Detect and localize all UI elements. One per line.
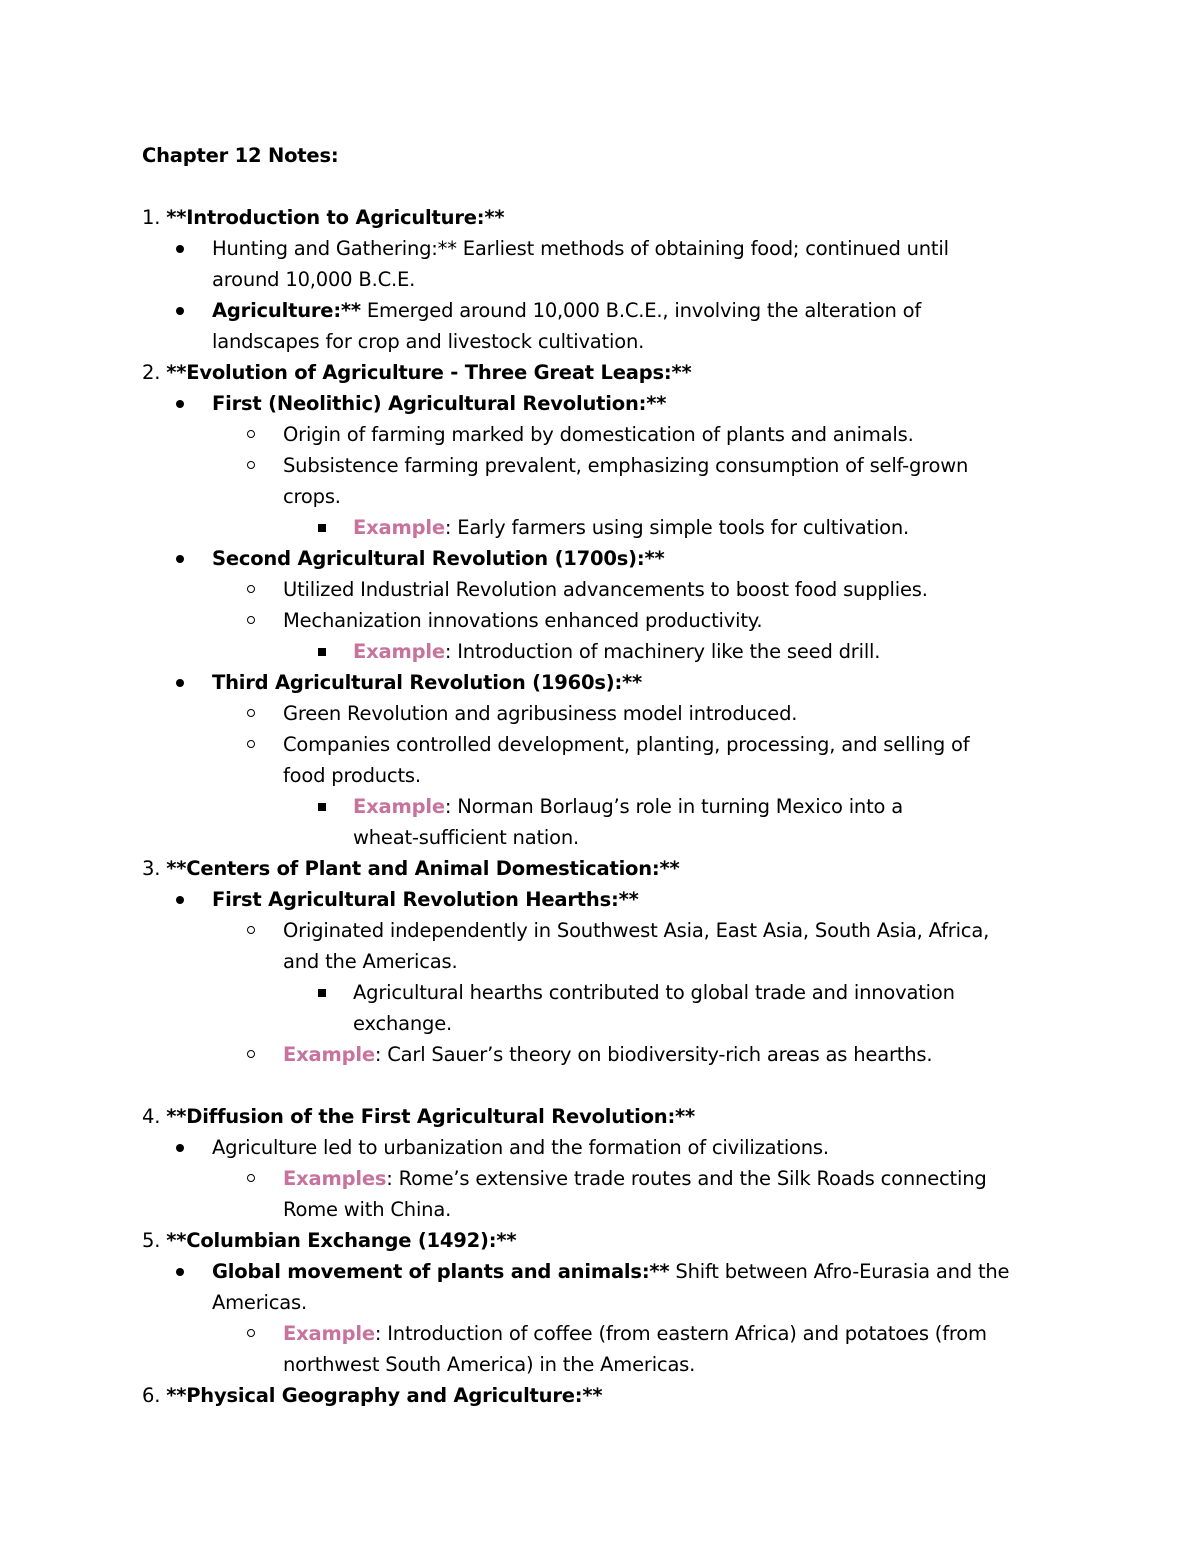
example-text: : Rome’s extensive trade routes and the Silk Roads connecting [386, 1167, 987, 1190]
example-label: Example [353, 640, 445, 663]
list-item-text: landscapes for crop and livestock cultivation. [212, 330, 645, 353]
term-label: Global movement of plants and animals:** [212, 1260, 670, 1283]
bullet-icon [176, 1144, 184, 1152]
bullet-icon [176, 555, 184, 563]
term-definition: Shift between Afro-Eurasia and the [669, 1260, 1010, 1283]
circle-bullet-icon [247, 461, 255, 469]
example-item [283, 1163, 987, 1194]
circle-bullet-icon [247, 1329, 255, 1337]
list-item-text: Companies controlled development, planting, processing, and selling of [283, 733, 970, 756]
list-item-text: Green Revolution and agribusiness model introduced. [283, 702, 798, 725]
list-item-text: Originated independently in Southwest Asia, East Asia, South Asia, Africa, [283, 919, 990, 942]
example-item [353, 512, 909, 543]
circle-bullet-icon [247, 430, 255, 438]
example-label: Example [283, 1043, 375, 1066]
circle-bullet-icon [247, 926, 255, 934]
section-number: 1. [142, 206, 161, 229]
list-item-text: Agricultural hearths contributed to global trade and innovation [353, 981, 955, 1004]
bullet-icon [176, 1268, 184, 1276]
list-item-text: Americas. [212, 1291, 307, 1314]
section-5-heading [142, 1225, 516, 1256]
list-item-text: Subsistence farming prevalent, emphasizing consumption of self-grown [283, 454, 969, 477]
example-item [283, 1318, 987, 1349]
example-item [353, 636, 880, 667]
circle-bullet-icon [247, 585, 255, 593]
page-title: Chapter 12 Notes: [142, 144, 339, 167]
example-text: : Norman Borlaug’s role in turning Mexico into a [444, 795, 903, 818]
list-item-text: Hunting and Gathering:** Earliest methods of obtaining food; continued until [212, 237, 949, 260]
example-item [283, 1039, 932, 1070]
section-6-heading [142, 1380, 602, 1411]
square-bullet-icon [318, 803, 326, 811]
circle-bullet-icon [247, 709, 255, 717]
square-bullet-icon [318, 524, 326, 532]
list-item-text [212, 295, 921, 326]
list-item-text: Utilized Industrial Revolution advancements to boost food supplies. [283, 578, 928, 601]
list-item-text: crops. [283, 485, 341, 508]
section-4-heading [142, 1101, 695, 1132]
list-item-text: Origin of farming marked by domestication of plants and animals. [283, 423, 914, 446]
section-title: **Diffusion of the First Agricultural Revolution:** [166, 1105, 696, 1128]
section-number: 6. [142, 1384, 161, 1407]
section-number: 5. [142, 1229, 161, 1252]
bullet-icon [176, 307, 184, 315]
section-title: **Introduction to Agriculture:** [166, 206, 505, 229]
bullet-icon [176, 679, 184, 687]
bullet-icon [176, 896, 184, 904]
section-title: **Centers of Plant and Animal Domestication:** [166, 857, 680, 880]
section-1-heading [142, 202, 504, 233]
circle-bullet-icon [247, 1050, 255, 1058]
subheading: Third Agricultural Revolution (1960s):** [212, 671, 643, 694]
list-item-text: food products. [283, 764, 421, 787]
bullet-icon [176, 400, 184, 408]
subheading: First Agricultural Revolution Hearths:** [212, 888, 639, 911]
circle-bullet-icon [247, 1174, 255, 1182]
subheading: Second Agricultural Revolution (1700s):** [212, 547, 665, 570]
example-label: Example [283, 1322, 375, 1345]
term-definition: Emerged around 10,000 B.C.E., involving the alteration of [360, 299, 922, 322]
example-text: : Carl Sauer’s theory on biodiversity-rich areas as hearths. [374, 1043, 933, 1066]
examples-label: Examples [283, 1167, 387, 1190]
section-title: **Columbian Exchange (1492):** [166, 1229, 517, 1252]
bullet-icon [176, 245, 184, 253]
list-item-text: exchange. [353, 1012, 453, 1035]
example-text: : Early farmers using simple tools for cultivation. [444, 516, 910, 539]
circle-bullet-icon [247, 616, 255, 624]
list-item-text: Mechanization innovations enhanced productivity. [283, 609, 763, 632]
list-item-text: around 10,000 B.C.E. [212, 268, 416, 291]
example-item [353, 791, 903, 822]
list-item-text: Agriculture led to urbanization and the formation of civilizations. [212, 1136, 829, 1159]
section-3-heading [142, 853, 680, 884]
square-bullet-icon [318, 989, 326, 997]
example-text: : Introduction of machinery like the seed drill. [444, 640, 881, 663]
subheading: First (Neolithic) Agricultural Revolution:** [212, 392, 667, 415]
section-title: **Evolution of Agriculture - Three Great Leaps:** [166, 361, 692, 384]
list-item-text: Rome with China. [283, 1198, 452, 1221]
list-item-text: northwest South America) in the Americas. [283, 1353, 696, 1376]
section-title: **Physical Geography and Agriculture:** [166, 1384, 603, 1407]
list-item-text [212, 1256, 1009, 1287]
list-item-text: and the Americas. [283, 950, 458, 973]
example-text: : Introduction of coffee (from eastern Africa) and potatoes (from [374, 1322, 987, 1345]
example-label: Example [353, 516, 445, 539]
circle-bullet-icon [247, 740, 255, 748]
example-label: Example [353, 795, 445, 818]
section-number: 2. [142, 361, 161, 384]
square-bullet-icon [318, 648, 326, 656]
section-number: 4. [142, 1105, 161, 1128]
term-label: Agriculture:** [212, 299, 361, 322]
section-2-heading [142, 357, 691, 388]
section-number: 3. [142, 857, 161, 880]
list-item-text: wheat-sufficient nation. [353, 826, 580, 849]
